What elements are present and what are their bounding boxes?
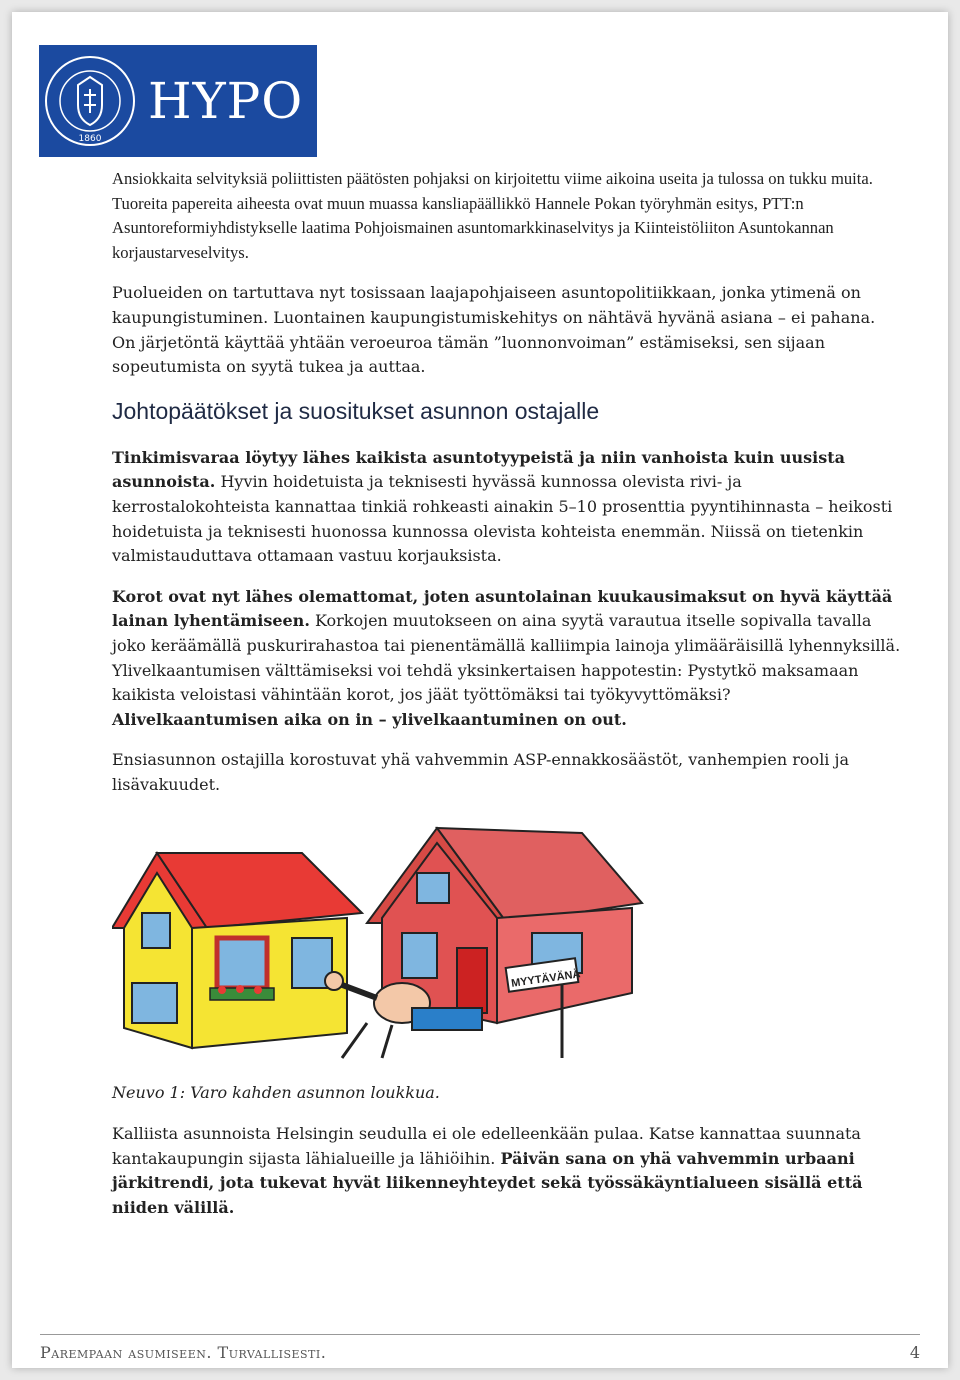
- svg-text:1860: 1860: [78, 134, 102, 144]
- paragraph-6-bold: Päivän sana on yhä vahvemmin urbaani järkitrendi, jota tukevat hyvät liikenneyhteydet sekä työssäkäyntialueen sisällä että niiden välillä.: [112, 1148, 863, 1217]
- yellow-house: [112, 853, 362, 1048]
- page-number: 4: [909, 1343, 920, 1362]
- seal-icon: [44, 55, 136, 147]
- for-sale-sign-text: MYYTÄVÄNÄ: [510, 968, 582, 991]
- paragraph-6-text: Kalliista asunnoista Helsingin seudulla ei ole edelleenkään pulaa. Katse kannattaa suunnata kantakaupungin sijasta lähialueille ja lähiöihin.: [112, 1124, 861, 1168]
- paragraph-1: Ansiokkaita selvityksiä poliittisten päätösten pohjaksi on kirjoitettu viime aikoina useita ja tulossa on tukku muita. Tuoreita papereita aiheesta ovat muun muassa kansliapäällikkö Hannele Pokan työryhmän esitys, PTT:n Asuntoreformiyhdistykselle laatima Pohjoismainen asuntomarkkinaselvitys ja Kiinteistöliiton Asuntokannan korjaustarveselvitys.: [112, 169, 873, 262]
- document-page: [12, 12, 948, 1368]
- paragraph-2: Puolueiden on tartuttava nyt tosissaan laajapohjaiseen asuntopolitiikkaan, jonka ytimenä on kaupungistuminen. Luontainen kaupungistumiskehitys on nähtävä hyvänä asiana – ei pahana. On järjetöntä käyttää yhtään veroeuroa tämän ”luonnonvoiman” estämiseksi, sen sijaan sopeutumista on syytä tukea ja auttaa.: [112, 283, 876, 377]
- paragraph-3-bold: Tinkimisvaraa löytyy lähes kaikista asuntotyypeistä ja niin vanhoista kuin uusista asunnoista.: [112, 447, 845, 492]
- page-footer: [40, 1334, 920, 1362]
- paragraph-6: [112, 1122, 902, 1220]
- houses-cartoon: [112, 813, 872, 1063]
- paragraph-5: Ensiasunnon ostajilla korostuvat yhä vahvemmin ASP-ennakkosäästöt, vanhempien rooli ja lisävakuudet.: [112, 750, 850, 794]
- red-house: [325, 828, 642, 1058]
- paragraph-4-bold: Korot ovat nyt lähes olemattomat, joten asuntolainan kuukausimaksut on hyvä käyttää lainan lyhentämiseen.: [112, 586, 893, 631]
- paragraph-4-bold-end: Alivelkaantumisen aika on in – ylivelkaantuminen on out.: [112, 709, 627, 729]
- hypo-logo: [39, 45, 317, 157]
- logo-wordmark: HYPO: [148, 72, 304, 130]
- main-content: [112, 167, 902, 1236]
- figure-caption: Neuvo 1: Varo kahden asunnon loukkua.: [112, 1083, 440, 1103]
- paragraph-4-text: Korkojen muutokseen on aina syytä varautua itselle sopivalla tavalla joko keräämällä puskurirahastoa tai pienentämällä kalliimpia lainoja ylimääräisillä lyhennyksillä. Ylivelkaantumisen välttämiseksi voi tehdä yksinkertaisen happotestin: Pystytkö maksamaan kaikista veloistasi vähintään korot, jos jäät työttömäksi tai työkyvyttömäksi?: [112, 611, 901, 705]
- section-heading: Johtopäätökset ja suositukset asunnon ostajalle: [112, 397, 600, 424]
- two-houses-illustration: [112, 813, 872, 1073]
- paragraph-3: [112, 446, 902, 569]
- footer-slogan: Parempaan asumiseen. Turvallisesti.: [40, 1343, 327, 1362]
- paragraph-4: [112, 585, 902, 733]
- paragraph-3-text: Hyvin hoidetuista ja teknisesti hyvässä kunnossa olevista rivi- ja kerrostalokohteista kannattaa tinkiä rohkeasti ainakin 5–10 prosenttia pyyntihinnasta – heikosti hoidetuista ja teknisesti huonossa kunnossa olevista kohteista enemmän. Niissä on tietenkin valmistauduttava ottamaan vastuu korjauksista.: [112, 472, 893, 566]
